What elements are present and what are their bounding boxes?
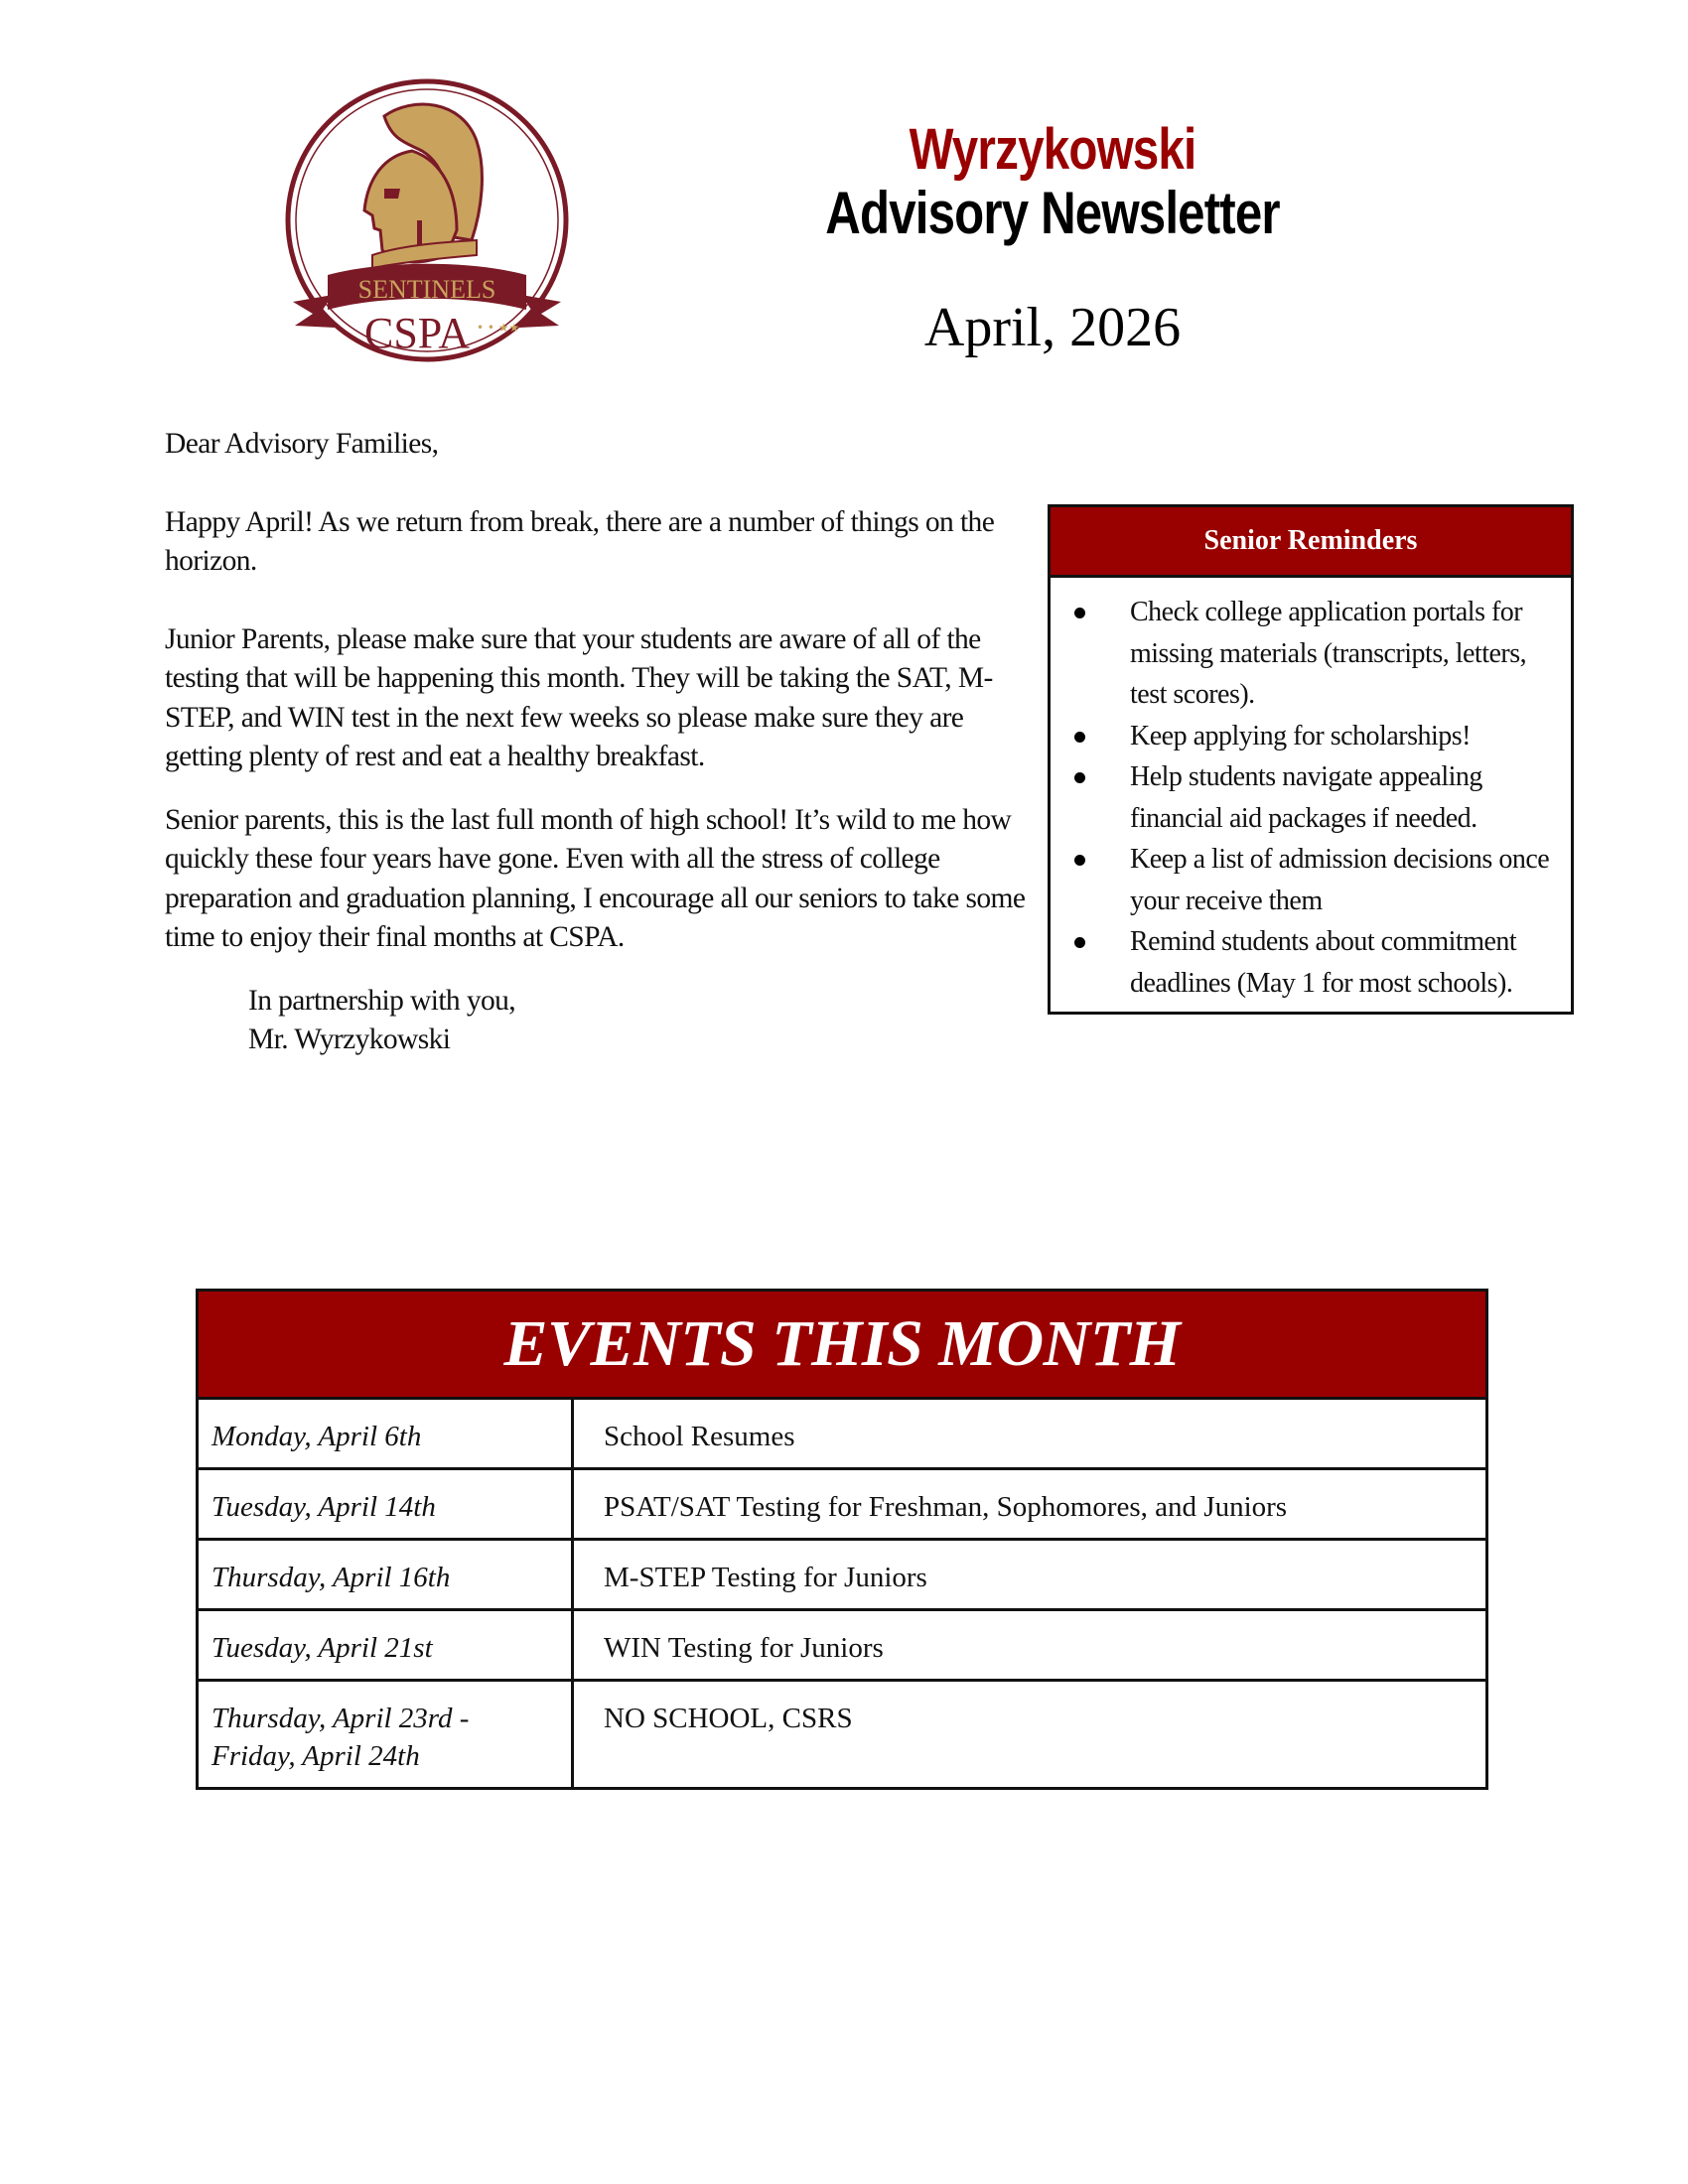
list-item-text: Remind students about commitment deadlines (May 1 for most schools). [1130,926,1517,999]
svg-text:CSPA: CSPA [363,309,471,357]
event-description: School Resumes [604,1421,795,1452]
newsletter-title: Advisory Newsletter [825,180,1280,246]
senior-reminders-box [1048,504,1574,1015]
list-item [1064,716,1559,757]
letter-paragraph: Happy April! As we return from break, there are a number of things on the horizon. [165,505,995,577]
event-date: Thursday, April 23rd - Friday, April 24th [199,1682,574,1787]
letter-body [165,425,1039,1060]
letter-closing: In partnership with you, [248,984,516,1017]
table-row [199,1611,1485,1682]
list-item [1064,839,1559,921]
event-date: Monday, April 6th [199,1400,574,1467]
bullet-icon [1074,608,1085,618]
events-table [196,1289,1488,1790]
letter-paragraph: Senior parents, this is the last full month of high school! It’s wild to me how quickly these four years have gone. Even with all the stress of college preparation and graduation planning, I encourage all our seniors to take some time to enjoy their final months at CSPA. [165,803,1026,953]
list-item-text: Check college application portals for missing materials (transcripts, letters, test scores). [1130,597,1527,710]
bullet-icon [1074,855,1085,866]
event-description: WIN Testing for Juniors [604,1632,884,1664]
letter-paragraph: Junior Parents, please make sure that your students are aware of all of the testing that will be happening this month. They will be taking the SAT, M-STEP, and WIN test in the next few weeks so please make sure they are getting plenty of rest and eat a healthy breakfast. [165,622,993,772]
newsletter-date: April, 2026 [923,297,1182,358]
list-item-text: Keep a list of admission decisions once your receive them [1130,844,1550,916]
newsletter-header [774,119,1331,357]
event-date: Tuesday, April 14th [199,1470,574,1538]
bullet-icon [1074,772,1085,783]
list-item [1064,921,1559,1004]
events-title: EVENTS THIS MONTH [199,1292,1485,1400]
table-row [199,1541,1485,1611]
bullet-icon [1074,732,1085,743]
senior-reminders-title: Senior Reminders [1051,507,1571,578]
list-item [1064,592,1559,716]
bullet-icon [1074,937,1085,948]
table-row [199,1682,1485,1787]
event-description: M-STEP Testing for Juniors [604,1562,927,1593]
event-date: Tuesday, April 21st [199,1611,574,1679]
event-description: NO SCHOOL, CSRS [604,1703,853,1734]
advisor-name: Wyrzykowski [909,117,1196,182]
senior-reminders-list [1051,578,1571,1004]
school-logo [273,71,581,369]
spartan-helmet-icon [273,71,581,369]
event-date: Thursday, April 16th [199,1541,574,1608]
svg-text:• • ★★: • • ★★ [477,321,520,335]
table-row [199,1400,1485,1470]
list-item-text: Help students navigate appealing financial aid packages if needed. [1130,761,1482,834]
table-row [199,1470,1485,1541]
list-item [1064,756,1559,839]
letter-signature: Mr. Wyrzykowski [248,1024,451,1055]
list-item-text: Keep applying for scholarships! [1130,720,1471,751]
letter-greeting: Dear Advisory Families, [165,428,439,460]
svg-text:SENTINELS: SENTINELS [357,275,496,304]
event-description: PSAT/SAT Testing for Freshman, Sophomores, and Juniors [604,1491,1288,1523]
